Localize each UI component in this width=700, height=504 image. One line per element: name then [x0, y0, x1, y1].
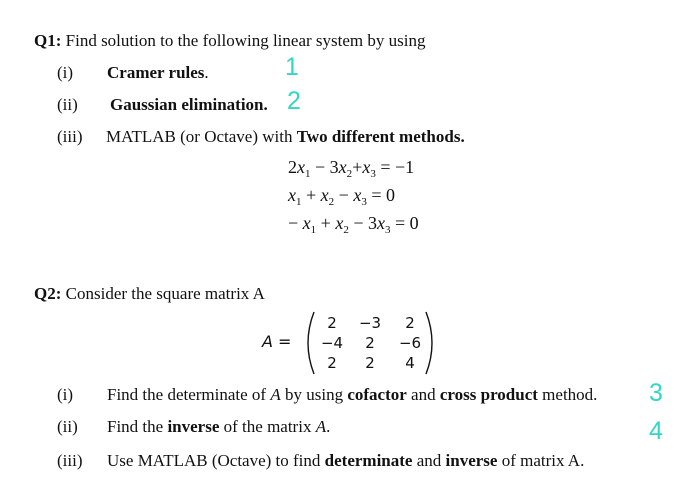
q1-item-1-bold: Cramer rules	[107, 63, 205, 82]
q2-prompt: Consider the square matrix A	[65, 284, 265, 303]
q1-item-2-text	[110, 95, 268, 115]
matrix-cell: 2	[327, 314, 337, 332]
q1-item-3-prefix: MATLAB (or Octave) with	[106, 127, 297, 146]
matrix-cell: −3	[358, 314, 382, 332]
q2-item-2-roman: (ii)	[57, 417, 78, 436]
q2-item-1-roman: (i)	[57, 385, 74, 404]
q1-item-1-roman: (i)	[57, 63, 74, 82]
q1-item-3-bold: Two different methods.	[296, 127, 465, 146]
equation-1: $2x_1 - 3x_2+x_3 = -1$	[288, 157, 415, 180]
q2-item-3-roman: (iii)	[57, 451, 83, 470]
annotation-marker-2: 2	[287, 87, 301, 115]
matrix-cell: 4	[405, 354, 415, 372]
matrix-cell: 2	[327, 354, 337, 372]
annotation-marker-3: 3	[649, 379, 663, 407]
matrix-cell: 2	[405, 314, 415, 332]
q2-label: Q2:	[34, 284, 62, 303]
matrix-cell: 2	[365, 354, 375, 372]
q2-item-3-text: Use MATLAB (Octave) to find determinate and inverse of matrix A.	[107, 451, 585, 470]
q1-label: Q1:	[34, 31, 62, 50]
annotation-marker-1: 1	[285, 53, 299, 81]
q2-item-1-text: Find the determinate of A by using cofactor and cross product method.	[107, 385, 598, 404]
q1-item-1-suffix: .	[204, 63, 209, 82]
q1-item-2-roman: (ii)	[57, 95, 78, 114]
q1-item-1-text	[107, 63, 209, 83]
matrix-label: A =	[262, 332, 292, 351]
q1-item-3-roman: (iii)	[57, 127, 83, 146]
q2-item-2-text: Find the inverse of the matrix A.	[107, 417, 331, 436]
equation-2: $x_1 + x_2 - x_3 = 0$	[288, 185, 395, 208]
annotation-marker-4: 4	[649, 417, 663, 445]
q1-item-2-bold: Gaussian elimination.	[110, 95, 268, 114]
matrix-cell: −6	[398, 334, 422, 352]
equation-3: − $x_1 + x_2 - 3x_3 = 0$	[288, 213, 419, 236]
q1-item-3-text	[106, 127, 465, 147]
q2-heading	[34, 284, 265, 304]
q1-prompt: Find solution to the following linear system by using	[65, 31, 426, 50]
matrix-cell: −4	[320, 334, 344, 352]
matrix-cell: 2	[365, 334, 375, 352]
q1-heading	[34, 31, 425, 51]
